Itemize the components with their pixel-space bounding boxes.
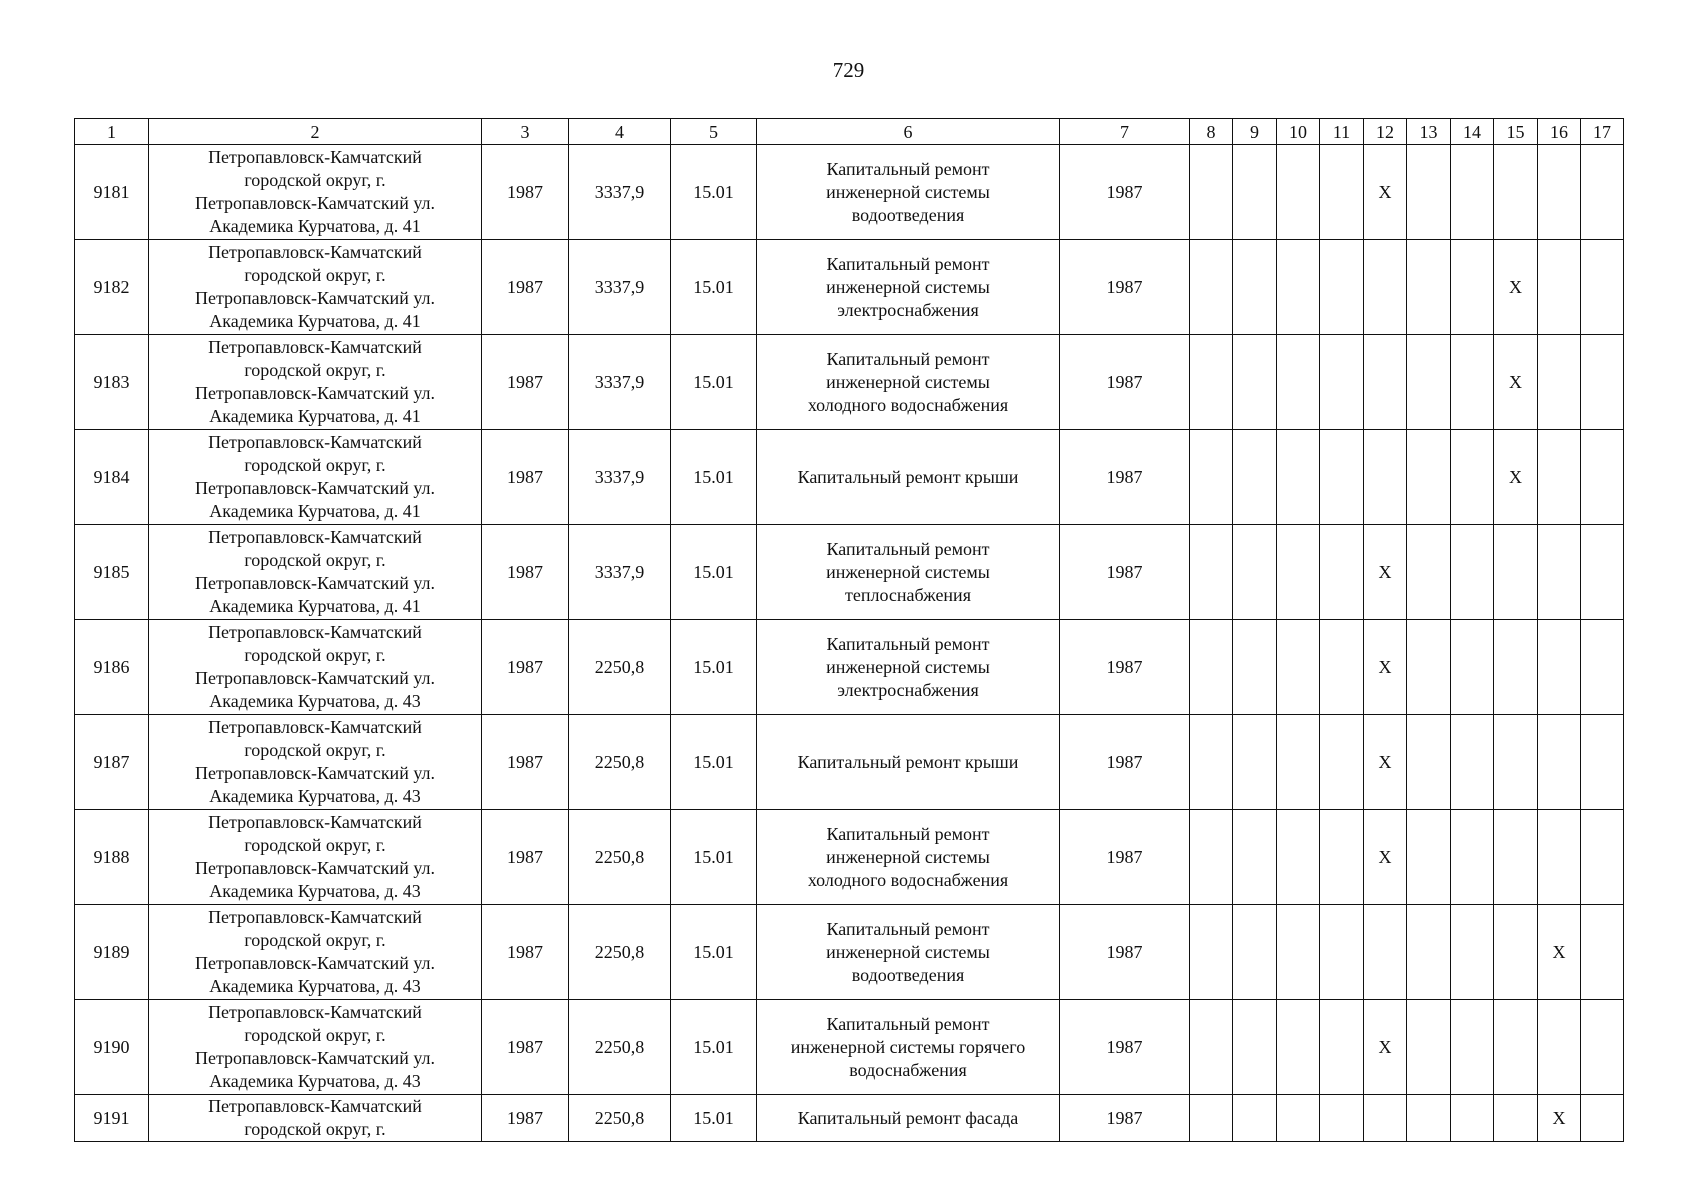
year-cell: 1987: [482, 1095, 569, 1142]
mark-cell-13: [1407, 1000, 1451, 1095]
work-type-cell-line: Капитальный ремонт крыши: [797, 751, 1019, 772]
mark-cell-14: [1451, 525, 1494, 620]
row-number-cell: 9187: [75, 715, 149, 810]
mark-cell-16: [1538, 715, 1581, 810]
mark-cell-9: [1233, 525, 1277, 620]
area-cell: 3337,9: [569, 525, 671, 620]
row-number-cell: 9184: [75, 430, 149, 525]
address-cell-line: Академика Курчатова, д. 41: [209, 406, 421, 426]
column-header: 4: [569, 119, 671, 145]
mark-cell-13: [1407, 240, 1451, 335]
address-cell: [149, 430, 482, 525]
mark-cell-10: [1277, 430, 1320, 525]
address-cell-line: Академика Курчатова, д. 43: [209, 976, 421, 996]
mark-cell-11: [1320, 145, 1364, 240]
row-number-cell: 9182: [75, 240, 149, 335]
year-built-cell: 1987: [1060, 335, 1190, 430]
mark-cell-13: [1407, 335, 1451, 430]
table-row: [75, 430, 1624, 525]
row-number-cell: 9188: [75, 810, 149, 905]
column-header: 16: [1538, 119, 1581, 145]
address-cell-line: городской округ, г.: [244, 170, 386, 190]
address-cell-line: Петропавловск-Камчатский ул.: [194, 573, 436, 593]
address-cell-line: Петропавловск-Камчатский: [208, 147, 422, 167]
code-cell: 15.01: [671, 335, 757, 430]
year-built-cell: 1987: [1060, 525, 1190, 620]
mark-cell-8: [1190, 525, 1233, 620]
address-cell-line: Петропавловск-Камчатский: [208, 432, 422, 452]
mark-cell-11: [1320, 1000, 1364, 1095]
row-number-cell: 9183: [75, 335, 149, 430]
mark-cell-15: [1494, 1000, 1538, 1095]
column-header: 7: [1060, 119, 1190, 145]
code-cell: 15.01: [671, 145, 757, 240]
address-cell-line: Петропавловск-Камчатский: [208, 907, 422, 927]
row-number-cell: 9190: [75, 1000, 149, 1095]
year-built-cell: 1987: [1060, 145, 1190, 240]
mark-cell-16: [1538, 810, 1581, 905]
mark-cell-14: [1451, 810, 1494, 905]
mark-cell-14: [1451, 620, 1494, 715]
mark-cell-11: [1320, 525, 1364, 620]
table-row: [75, 810, 1624, 905]
row-number-cell: 9189: [75, 905, 149, 1000]
mark-cell-9: [1233, 620, 1277, 715]
address-cell-line: городской округ, г.: [244, 455, 386, 475]
mark-cell-15: [1494, 525, 1538, 620]
column-header: 14: [1451, 119, 1494, 145]
year-cell: 1987: [482, 620, 569, 715]
code-cell: 15.01: [671, 620, 757, 715]
work-type-cell-line: Капитальный ремонт: [826, 633, 990, 654]
work-type-cell-line: водоотведения: [851, 204, 965, 225]
mark-cell-17: [1581, 810, 1624, 905]
table-row: [75, 240, 1624, 335]
column-header: 3: [482, 119, 569, 145]
year-cell: 1987: [482, 335, 569, 430]
address-cell: [149, 1000, 482, 1095]
column-header: 13: [1407, 119, 1451, 145]
year-built-cell: 1987: [1060, 1000, 1190, 1095]
row-number-cell: 9191: [75, 1095, 149, 1142]
mark-cell-12: [1364, 335, 1407, 430]
work-type-cell: [757, 430, 1060, 525]
work-type-cell-line: инженерной системы: [826, 276, 990, 297]
mark-cell-8: [1190, 620, 1233, 715]
address-cell-line: Академика Курчатова, д. 41: [209, 596, 421, 616]
mark-cell-12: [1364, 240, 1407, 335]
year-built-cell: 1987: [1060, 240, 1190, 335]
row-number-cell: 9186: [75, 620, 149, 715]
work-type-cell-line: инженерной системы: [826, 846, 990, 867]
area-cell: 2250,8: [569, 905, 671, 1000]
work-type-cell-line: водоотведения: [851, 964, 965, 985]
address-cell-line: городской округ, г.: [244, 740, 386, 760]
mark-cell-12: X: [1364, 525, 1407, 620]
mark-cell-17: [1581, 240, 1624, 335]
address-cell: [149, 240, 482, 335]
mark-cell-9: [1233, 1000, 1277, 1095]
mark-cell-12: [1364, 430, 1407, 525]
work-type-cell-line: Капитальный ремонт: [826, 253, 990, 274]
code-cell: 15.01: [671, 430, 757, 525]
mark-cell-14: [1451, 1095, 1494, 1142]
mark-cell-9: [1233, 335, 1277, 430]
mark-cell-12: X: [1364, 1000, 1407, 1095]
mark-cell-14: [1451, 1000, 1494, 1095]
column-header: 15: [1494, 119, 1538, 145]
year-built-cell: 1987: [1060, 430, 1190, 525]
mark-cell-17: [1581, 525, 1624, 620]
column-header: 9: [1233, 119, 1277, 145]
work-type-cell: [757, 810, 1060, 905]
mark-cell-8: [1190, 145, 1233, 240]
code-cell: 15.01: [671, 905, 757, 1000]
work-type-cell-line: теплоснабжения: [845, 584, 971, 605]
address-cell-line: Петропавловск-Камчатский: [208, 527, 422, 547]
mark-cell-9: [1233, 240, 1277, 335]
mark-cell-10: [1277, 525, 1320, 620]
column-header: 2: [149, 119, 482, 145]
work-type-cell-line: Капитальный ремонт: [826, 348, 990, 369]
work-type-cell-line: Капитальный ремонт фасада: [797, 1107, 1019, 1128]
mark-cell-10: [1277, 335, 1320, 430]
table-body: [75, 145, 1624, 1142]
table-row: [75, 905, 1624, 1000]
work-type-cell-line: инженерной системы: [826, 181, 990, 202]
address-cell-line: городской округ, г.: [244, 550, 386, 570]
mark-cell-11: [1320, 430, 1364, 525]
mark-cell-15: [1494, 1095, 1538, 1142]
work-type-cell: [757, 1000, 1060, 1095]
address-cell-line: Академика Курчатова, д. 43: [209, 786, 421, 806]
address-cell-line: Петропавловск-Камчатский: [208, 1002, 422, 1022]
address-cell-line: Петропавловск-Камчатский ул.: [194, 763, 436, 783]
area-cell: 3337,9: [569, 240, 671, 335]
work-type-cell-line: инженерной системы: [826, 371, 990, 392]
address-cell-line: Академика Курчатова, д. 43: [209, 1071, 421, 1091]
mark-cell-8: [1190, 1000, 1233, 1095]
mark-cell-15: [1494, 810, 1538, 905]
area-cell: 2250,8: [569, 715, 671, 810]
table-row: [75, 620, 1624, 715]
address-cell-line: городской округ, г.: [244, 1025, 386, 1045]
column-header: 17: [1581, 119, 1624, 145]
year-built-cell: 1987: [1060, 905, 1190, 1000]
address-cell: [149, 525, 482, 620]
row-number-cell: 9181: [75, 145, 149, 240]
address-cell-line: Петропавловск-Камчатский: [208, 242, 422, 262]
address-cell-line: Петропавловск-Камчатский ул.: [194, 953, 436, 973]
mark-cell-8: [1190, 335, 1233, 430]
work-type-cell-line: инженерной системы: [826, 941, 990, 962]
work-type-cell-line: Капитальный ремонт: [826, 823, 990, 844]
address-cell-line: Академика Курчатова, д. 41: [209, 216, 421, 236]
work-type-cell-line: электроснабжения: [837, 299, 979, 320]
mark-cell-8: [1190, 1095, 1233, 1142]
mark-cell-16: [1538, 335, 1581, 430]
work-type-cell: [757, 1095, 1060, 1142]
work-type-cell: [757, 240, 1060, 335]
address-cell: [149, 145, 482, 240]
code-cell: 15.01: [671, 715, 757, 810]
mark-cell-14: [1451, 905, 1494, 1000]
address-cell: [149, 810, 482, 905]
work-type-cell-line: инженерной системы горячего: [790, 1036, 1026, 1057]
column-header: 5: [671, 119, 757, 145]
mark-cell-8: [1190, 905, 1233, 1000]
year-cell: 1987: [482, 430, 569, 525]
mark-cell-17: [1581, 145, 1624, 240]
work-type-cell-line: водоснабжения: [849, 1059, 967, 1080]
year-cell: 1987: [482, 145, 569, 240]
area-cell: 2250,8: [569, 1000, 671, 1095]
mark-cell-15: [1494, 715, 1538, 810]
mark-cell-12: [1364, 905, 1407, 1000]
year-built-cell: 1987: [1060, 715, 1190, 810]
work-type-cell: [757, 905, 1060, 1000]
mark-cell-14: [1451, 715, 1494, 810]
column-header: 1: [75, 119, 149, 145]
work-type-cell: [757, 525, 1060, 620]
mark-cell-13: [1407, 430, 1451, 525]
work-type-cell-line: Капитальный ремонт: [826, 918, 990, 939]
mark-cell-15: X: [1494, 430, 1538, 525]
address-cell-line: Академика Курчатова, д. 41: [209, 501, 421, 521]
address-cell-line: Петропавловск-Камчатский ул.: [194, 858, 436, 878]
mark-cell-16: X: [1538, 905, 1581, 1000]
column-header: 12: [1364, 119, 1407, 145]
mark-cell-13: [1407, 715, 1451, 810]
mark-cell-13: [1407, 145, 1451, 240]
address-cell-line: городской округ, г.: [244, 360, 386, 380]
address-cell: [149, 620, 482, 715]
mark-cell-14: [1451, 145, 1494, 240]
mark-cell-16: [1538, 430, 1581, 525]
area-cell: 2250,8: [569, 620, 671, 715]
mark-cell-10: [1277, 715, 1320, 810]
work-type-cell: [757, 335, 1060, 430]
work-type-cell-line: Капитальный ремонт: [826, 158, 990, 179]
column-header: 8: [1190, 119, 1233, 145]
mark-cell-11: [1320, 905, 1364, 1000]
mark-cell-11: [1320, 810, 1364, 905]
year-cell: 1987: [482, 525, 569, 620]
year-built-cell: 1987: [1060, 1095, 1190, 1142]
year-cell: 1987: [482, 905, 569, 1000]
mark-cell-15: [1494, 905, 1538, 1000]
mark-cell-17: [1581, 1000, 1624, 1095]
mark-cell-14: [1451, 335, 1494, 430]
mark-cell-8: [1190, 810, 1233, 905]
year-cell: 1987: [482, 1000, 569, 1095]
address-cell-line: городской округ, г.: [244, 645, 386, 665]
address-cell: [149, 905, 482, 1000]
work-type-cell-line: Капитальный ремонт: [826, 538, 990, 559]
work-type-cell-line: Капитальный ремонт: [826, 1013, 990, 1034]
mark-cell-17: [1581, 1095, 1624, 1142]
mark-cell-17: [1581, 620, 1624, 715]
mark-cell-14: [1451, 430, 1494, 525]
mark-cell-9: [1233, 145, 1277, 240]
address-cell-line: Петропавловск-Камчатский: [208, 337, 422, 357]
address-cell: [149, 715, 482, 810]
mark-cell-10: [1277, 1095, 1320, 1142]
address-cell-line: Петропавловск-Камчатский ул.: [194, 383, 436, 403]
mark-cell-12: [1364, 1095, 1407, 1142]
mark-cell-17: [1581, 430, 1624, 525]
mark-cell-12: X: [1364, 715, 1407, 810]
address-cell: [149, 1095, 482, 1142]
mark-cell-15: X: [1494, 335, 1538, 430]
mark-cell-8: [1190, 430, 1233, 525]
code-cell: 15.01: [671, 525, 757, 620]
mark-cell-11: [1320, 620, 1364, 715]
mark-cell-13: [1407, 905, 1451, 1000]
mark-cell-16: [1538, 145, 1581, 240]
mark-cell-9: [1233, 430, 1277, 525]
address-cell-line: городской округ, г.: [244, 930, 386, 950]
mark-cell-10: [1277, 810, 1320, 905]
table-row: [75, 335, 1624, 430]
code-cell: 15.01: [671, 1000, 757, 1095]
address-cell-line: Петропавловск-Камчатский ул.: [194, 193, 436, 213]
mark-cell-15: X: [1494, 240, 1538, 335]
year-cell: 1987: [482, 810, 569, 905]
address-cell-line: городской округ, г.: [244, 835, 386, 855]
mark-cell-8: [1190, 240, 1233, 335]
address-cell-line: Петропавловск-Камчатский ул.: [194, 1048, 436, 1068]
address-cell-line: Петропавловск-Камчатский: [208, 622, 422, 642]
mark-cell-17: [1581, 905, 1624, 1000]
work-type-cell-line: инженерной системы: [826, 561, 990, 582]
mark-cell-10: [1277, 620, 1320, 715]
repair-schedule-table: [74, 118, 1624, 1142]
mark-cell-15: [1494, 145, 1538, 240]
mark-cell-11: [1320, 1095, 1364, 1142]
address-cell-line: Петропавловск-Камчатский ул.: [194, 288, 436, 308]
mark-cell-16: [1538, 525, 1581, 620]
mark-cell-17: [1581, 715, 1624, 810]
mark-cell-10: [1277, 240, 1320, 335]
address-cell-line: Петропавловск-Камчатский: [208, 812, 422, 832]
address-cell-line: городской округ, г.: [244, 265, 386, 285]
address-cell-line: Петропавловск-Камчатский: [208, 717, 422, 737]
column-header: 10: [1277, 119, 1320, 145]
page-number: 729: [832, 58, 865, 82]
mark-cell-8: [1190, 715, 1233, 810]
address-cell-line: Петропавловск-Камчатский: [208, 1096, 422, 1116]
mark-cell-9: [1233, 715, 1277, 810]
work-type-cell: [757, 620, 1060, 715]
area-cell: 2250,8: [569, 1095, 671, 1142]
address-cell-line: Академика Курчатова, д. 43: [209, 691, 421, 711]
mark-cell-10: [1277, 145, 1320, 240]
mark-cell-11: [1320, 715, 1364, 810]
mark-cell-9: [1233, 810, 1277, 905]
area-cell: 3337,9: [569, 430, 671, 525]
mark-cell-13: [1407, 810, 1451, 905]
code-cell: 15.01: [671, 810, 757, 905]
area-cell: 3337,9: [569, 335, 671, 430]
column-header: 11: [1320, 119, 1364, 145]
table-row: [75, 715, 1624, 810]
mark-cell-14: [1451, 240, 1494, 335]
mark-cell-11: [1320, 335, 1364, 430]
column-header: 6: [757, 119, 1060, 145]
mark-cell-13: [1407, 1095, 1451, 1142]
work-type-cell-line: инженерной системы: [826, 656, 990, 677]
mark-cell-9: [1233, 905, 1277, 1000]
mark-cell-17: [1581, 335, 1624, 430]
mark-cell-12: X: [1364, 145, 1407, 240]
mark-cell-9: [1233, 1095, 1277, 1142]
work-type-cell-line: Капитальный ремонт крыши: [797, 466, 1019, 487]
work-type-cell-line: электроснабжения: [837, 679, 979, 700]
area-cell: 3337,9: [569, 145, 671, 240]
address-cell-line: городской округ, г.: [244, 1119, 386, 1139]
mark-cell-16: X: [1538, 1095, 1581, 1142]
year-built-cell: 1987: [1060, 620, 1190, 715]
area-cell: 2250,8: [569, 810, 671, 905]
mark-cell-11: [1320, 240, 1364, 335]
address-cell-line: Академика Курчатова, д. 43: [209, 881, 421, 901]
address-cell-line: Академика Курчатова, д. 41: [209, 311, 421, 331]
mark-cell-15: [1494, 620, 1538, 715]
row-number-cell: 9185: [75, 525, 149, 620]
year-built-cell: 1987: [1060, 810, 1190, 905]
table-row: [75, 1095, 1624, 1142]
work-type-cell: [757, 145, 1060, 240]
address-cell: [149, 335, 482, 430]
address-cell-line: Петропавловск-Камчатский ул.: [194, 478, 436, 498]
mark-cell-10: [1277, 1000, 1320, 1095]
table-row: [75, 525, 1624, 620]
mark-cell-13: [1407, 525, 1451, 620]
year-cell: 1987: [482, 715, 569, 810]
mark-cell-16: [1538, 240, 1581, 335]
address-cell-line: Петропавловск-Камчатский ул.: [194, 668, 436, 688]
table-row: [75, 145, 1624, 240]
table-row: [75, 1000, 1624, 1095]
header-row: [75, 119, 1624, 145]
code-cell: 15.01: [671, 1095, 757, 1142]
code-cell: 15.01: [671, 240, 757, 335]
year-cell: 1987: [482, 240, 569, 335]
work-type-cell-line: холодного водоснабжения: [807, 394, 1009, 415]
mark-cell-10: [1277, 905, 1320, 1000]
mark-cell-16: [1538, 1000, 1581, 1095]
work-type-cell-line: холодного водоснабжения: [807, 869, 1009, 890]
mark-cell-12: X: [1364, 620, 1407, 715]
mark-cell-13: [1407, 620, 1451, 715]
mark-cell-12: X: [1364, 810, 1407, 905]
mark-cell-16: [1538, 620, 1581, 715]
work-type-cell: [757, 715, 1060, 810]
